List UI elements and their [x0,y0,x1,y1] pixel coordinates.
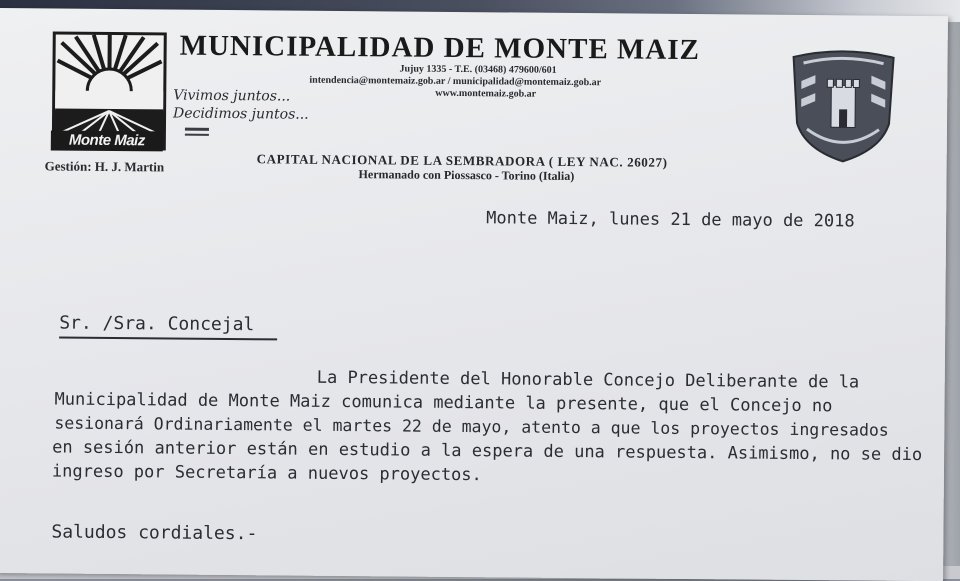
letter-salutation: Sr. /Sra. Concejal [59,313,254,336]
salutation-underline [59,337,277,340]
hermanado-label: Hermanado con Piossasco - Torino (Italia) [358,167,574,184]
paragraph-line-1: La Presidente del Honorable Concejo Deliberante de la [317,368,860,393]
municipality-title: MUNICIPALIDAD DE MONTE MAIZ [180,30,701,68]
paragraph-line-3: sesionará Ordinariamente el martes 22 de mayo, atento a que los proyectos ingresados [54,413,889,439]
slogan-divider-2 [185,134,209,136]
contact-address: Jujuy 1335 - T.E. (03468) 479600/601 [399,63,556,75]
municipal-crest-icon [785,45,902,164]
letter-page [0,8,948,581]
paragraph-line-5: ingreso por Secretaría a nuevos proyectos. [52,461,482,485]
slogan-divider [185,128,209,131]
contact-emails: intendencia@montemaiz.gob.ar / municipalidad@montemaiz.gob.ar [309,75,601,89]
paragraph-line-2: Municipalidad de Monte Maiz comunica mediante la presente, que el Concejo no [54,389,832,416]
contact-website: www.montemaiz.gob.ar [435,88,536,100]
paragraph-line-4: en sesión anterior están en estudio a la espera de una respuesta. Asimismo, no se dio [52,437,922,465]
slogan-line-2: Decidimos juntos... [173,106,309,123]
letter-closing: Saludos cordiales.- [51,521,257,544]
logo-label: Monte Maiz [51,130,163,151]
slogan-line-1: Vivimos juntos... [173,88,290,105]
letter-date: Monte Maiz, lunes 21 de mayo de 2018 [486,208,855,231]
capital-nacional-label: CAPITAL NACIONAL DE LA SEMBRADORA ( LEY NAC. 26027) [257,151,668,171]
gestion-label: Gestión: H. J. Martin [45,158,165,175]
